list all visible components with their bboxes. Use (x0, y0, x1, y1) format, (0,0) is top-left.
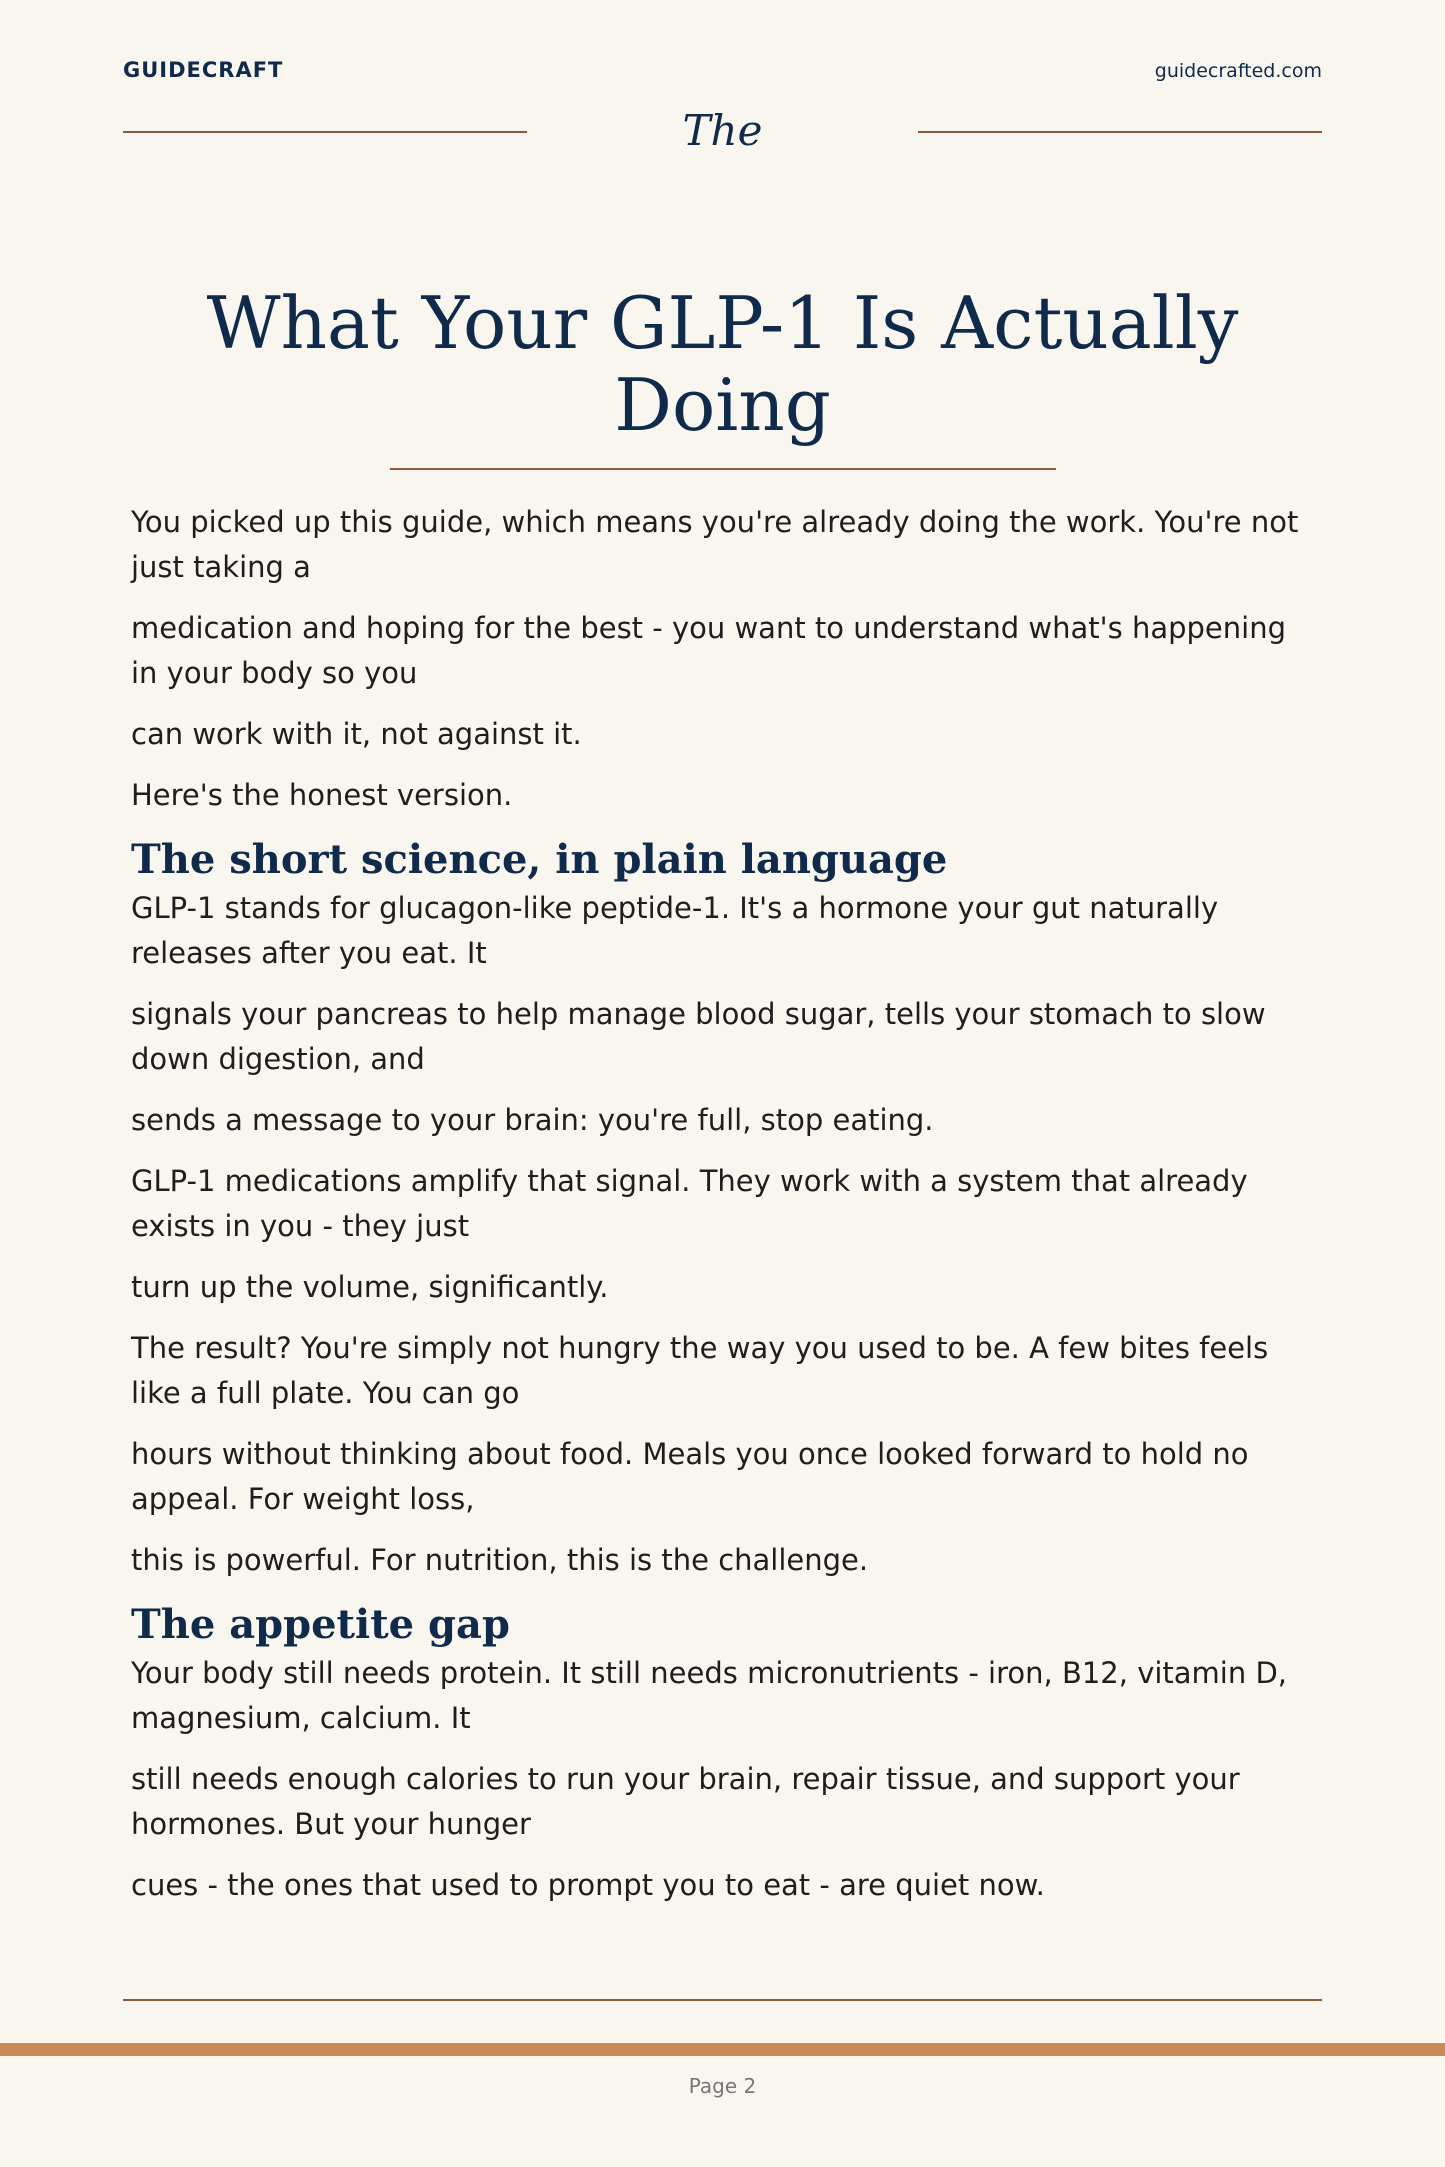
site-url: guidecrafted.com (1154, 60, 1322, 82)
brand-name: GUIDECRAFT (123, 58, 284, 82)
section-heading: The appetite gap (131, 1601, 510, 1648)
body-paragraph: hours without thinking about food. Meals you once looked forward to hold no appeal. For weight loss, (131, 1437, 1249, 1516)
body-paragraph: turn up the volume, significantly. (131, 1270, 609, 1304)
body-paragraph: GLP-1 stands for glucagon-like peptide-1. It's a hormone your gut naturally releases after you eat. It (131, 891, 1219, 970)
footer-rule (123, 1999, 1322, 2001)
body-paragraph: signals your pancreas to help manage blood sugar, tells your stomach to slow down digestion, and (131, 997, 1266, 1076)
body-paragraph: Here's the honest version. (131, 778, 513, 812)
main-content (131, 500, 1321, 1924)
title-underline (390, 468, 1056, 470)
body-paragraph: still needs enough calories to run your brain, repair tissue, and support your hormones. But your hunger (131, 1762, 1240, 1841)
footer-accent-bar (0, 2043, 1445, 2056)
section-heading: The short science, in plain language (131, 836, 948, 883)
title-kicker: The (682, 106, 763, 155)
body-paragraph: You picked up this guide, which means you're already doing the work. You're not just taking a (131, 505, 1299, 584)
body-paragraph: can work with it, not against it. (131, 717, 582, 751)
body-paragraph: cues - the ones that used to prompt you to eat - are quiet now. (131, 1868, 1045, 1902)
header-rule-right (918, 131, 1322, 133)
body-paragraph: GLP-1 medications amplify that signal. They work with a system that already exists in you - they just (131, 1164, 1248, 1243)
body-paragraph: this is powerful. For nutrition, this is the challenge. (131, 1543, 869, 1577)
page-title: What Your GLP-1 Is Actually Doing (206, 281, 1239, 447)
body-paragraph: Your body still needs protein. It still needs micronutrients - iron, B12, vitamin D, magnesium, calcium. It (131, 1656, 1288, 1735)
body-paragraph: sends a message to your brain: you're full, stop eating. (131, 1103, 934, 1137)
body-paragraph: The result? You're simply not hungry the way you used to be. A few bites feels like a full plate. You can go (131, 1331, 1269, 1410)
body-paragraph: medication and hoping for the best - you want to understand what's happening in your body so you (131, 611, 1287, 690)
page-number: Page 2 (688, 2074, 757, 2098)
header-rule-left (123, 131, 527, 133)
